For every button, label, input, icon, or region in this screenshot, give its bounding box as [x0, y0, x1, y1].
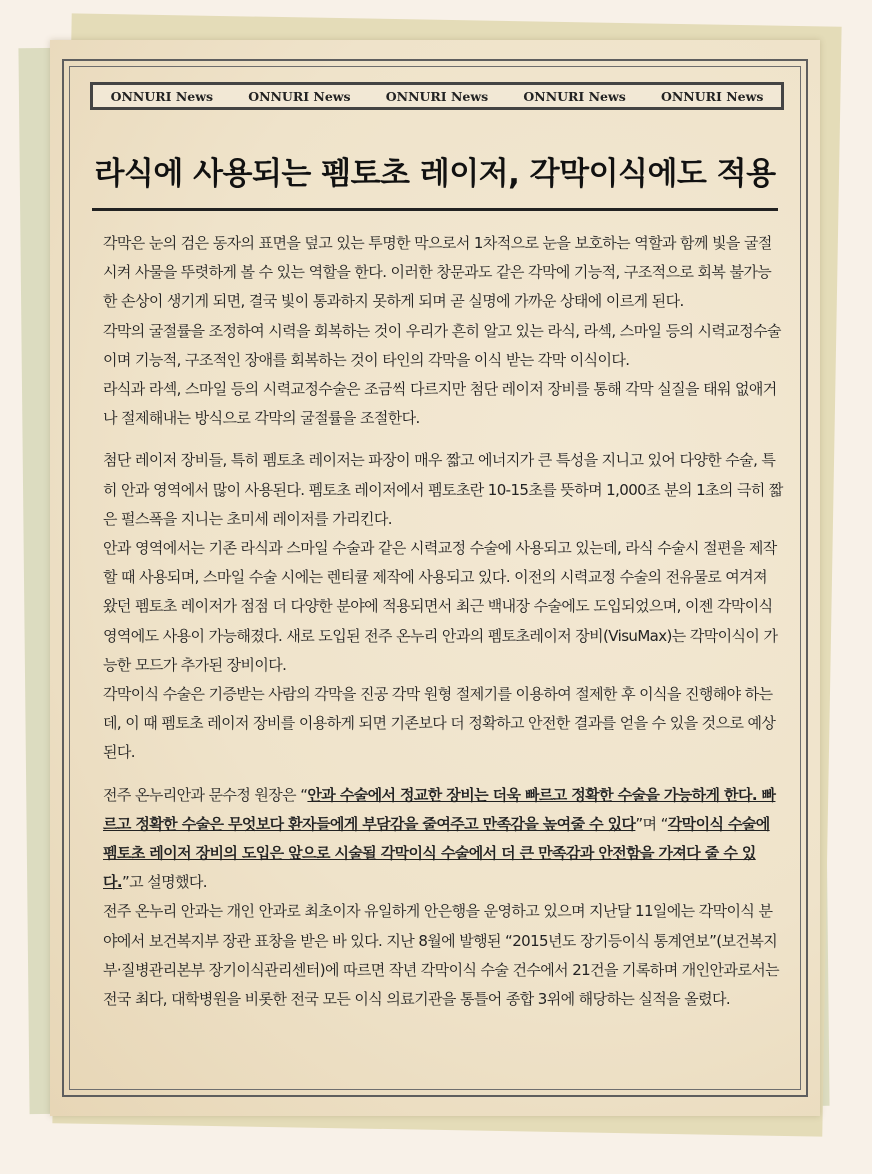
quote-text: 각막이식 수술에 펨토초 레이저 장비의 도입은 앞으로 시술될 각막이식 수술에서 더 큰 만족감과 안전함을 가져다 줄 수 있다. [103, 814, 770, 892]
paragraph [103, 534, 783, 680]
masthead-bar [90, 82, 784, 110]
body-text: 안과 영역에서는 기존 라식과 스마일 수술과 같은 시력교정 수술에 사용되고 있는데, 라식 수술시 절편을 제작할 때 사용되며, 스마일 수술 시에는 렌티큘 제작에 사용되고 있다. 이전의 시력교정 수술의 전유물로 여겨져 왔던 펨토초 레이저가 점점 더 다양한 분야에 적용되면서 최근 백내장 수술에도 도입되었으며, 이젠 각막이식 영역에도 사용이 가능해졌다. 새로 도입된 전주 온누리 안과의 펨토초레이저 장비(VisuMax)는 각막이식이 가능한 모드가 추가된 장비이다. [103, 539, 778, 674]
headline: 라식에 사용되는 펨토초 레이저, 각막이식에도 적용 [94, 156, 776, 192]
masthead-label: ONNURI News [385, 88, 489, 104]
paragraph [103, 229, 783, 317]
paragraph [103, 897, 783, 1014]
masthead-label: ONNURI News [523, 88, 626, 104]
quote-text: 안과 수술에서 정교한 장비는 더욱 빠르고 정확한 수술을 가능하게 한다. 빠르고 정확한 수술은 무엇보다 환자들에게 부담감을 줄여주고 만족감을 높여줄 수 있다 [103, 785, 776, 833]
body-text: 전주 온누리안과 문수정 원장은 “ [103, 785, 308, 804]
masthead-label: ONNURI News [110, 88, 213, 104]
paragraph [103, 446, 783, 534]
article-body [103, 229, 783, 1014]
body-text: ”며 “ [635, 814, 668, 833]
body-text: 각막이식 수술은 기증받는 사람의 각막을 진공 각막 원형 절제기를 이용하여 절제한 후 이식을 진행해야 하는데, 이 때 펨토초 레이저 장비를 이용하게 되면 기존보다 더 정확하고 안전한 결과를 얻을 수 있을 것으로 예상된다. [103, 685, 776, 762]
paragraph [103, 781, 783, 898]
masthead-label: ONNURI News [660, 88, 764, 104]
paragraph [103, 317, 783, 375]
paragraph [103, 375, 783, 433]
headline-rule [92, 208, 778, 211]
paragraph [103, 680, 783, 768]
body-text: 각막의 굴절률을 조정하여 시력을 회복하는 것이 우리가 흔히 알고 있는 라식, 라섹, 스마일 등의 시력교정수술이며 기능적, 구조적인 장애를 회복하는 것이 타인의 각막을 이식 받는 각막 이식이다. [103, 321, 781, 369]
body-text: ”고 설명했다. [122, 873, 207, 892]
body-text: 전주 온누리 안과는 개인 안과로 최초이자 유일하게 안은행을 운영하고 있으며 지난달 11일에는 각막이식 분야에서 보건복지부 장관 표창을 받은 바 있다. 지난 8월에 발행된 “2015년도 장기등이식 통계연보”(보건복지부·질병관리본부 장기이식관리센터)에 따르면 작년 각막이식 수술 건수에서 21건을 기록하며 개인안과로서는 전국 최다, 대학병원을 비롯한 전국 모든 이식 의료기관을 통틀어 종합 3위에 해당하는 실적을 올렸다. [103, 902, 779, 1009]
masthead-label: ONNURI News [248, 88, 351, 104]
newspaper-sheet [50, 40, 820, 1116]
body-text: 각막은 눈의 검은 동자의 표면을 덮고 있는 투명한 막으로서 1차적으로 눈을 보호하는 역할과 함께 빛을 굴절시켜 사물을 뚜렷하게 볼 수 있는 역할을 한다. 이러한 창문과도 같은 각막에 기능적, 구조적으로 회복 불가능한 손상이 생기게 되면, 결국 빛이 통과하지 못하게 되며 곧 실명에 가까운 상태에 이르게 된다. [103, 234, 772, 311]
body-text: 라식과 라섹, 스마일 등의 시력교정수술은 조금씩 다르지만 첨단 레이저 장비를 통해 각막 실질을 태워 없애거나 절제해내는 방식으로 각막의 굴절률을 조절한다. [103, 380, 777, 428]
body-text: 첨단 레이저 장비들, 특히 펨토초 레이저는 파장이 매우 짧고 에너지가 큰 특성을 지니고 있어 다양한 수술, 특히 안과 영역에서 많이 사용된다. 펨토초 레이저에서 펨토초란 10-15초를 뜻하며 1,000조 분의 1초의 극히 짧은 펄스폭을 지니는 초미세 레이저를 가리킨다. [103, 451, 783, 528]
